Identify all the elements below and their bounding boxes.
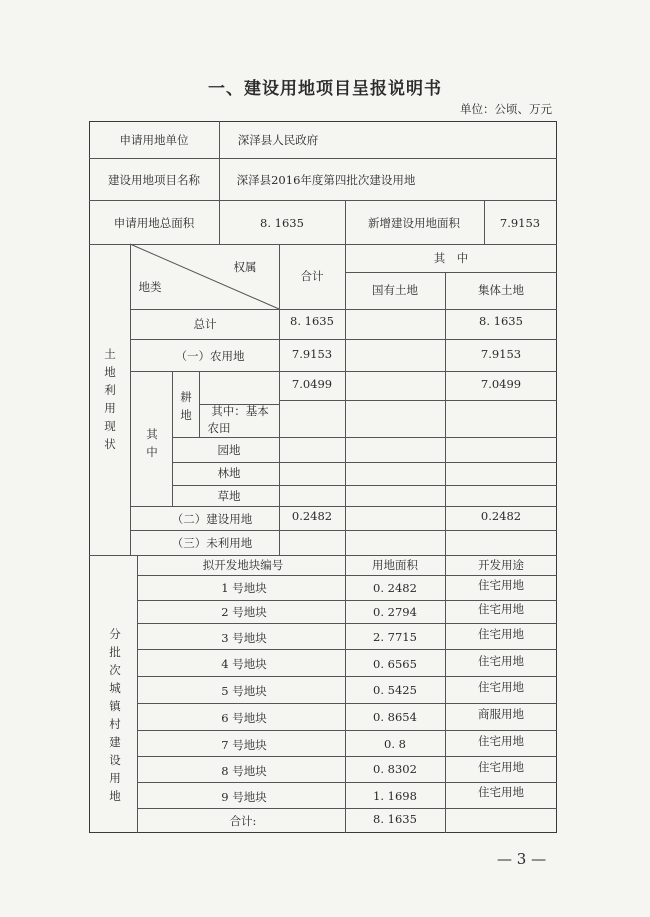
parcel-area-header: 用地面积 bbox=[372, 558, 418, 572]
unused-label: （三）未利用地 bbox=[171, 536, 253, 550]
grass-label: 草地 bbox=[217, 489, 241, 503]
parcels-total-label: 合计: bbox=[229, 814, 257, 828]
basic-farmland-label-1: 其中：基本 bbox=[211, 404, 269, 418]
rule bbox=[137, 808, 557, 809]
state-land-header: 国有土地 bbox=[372, 283, 418, 297]
parcel-name: 2 号地块 bbox=[221, 605, 267, 619]
project-label: 建设用地项目名称 bbox=[108, 173, 200, 187]
parcel-area: 2. 7715 bbox=[373, 630, 417, 644]
parcel-area: 0. 6565 bbox=[373, 657, 417, 671]
new-area-value: 7.9153 bbox=[499, 216, 541, 230]
page-title: 一、建设用地项目呈报说明书 bbox=[208, 79, 442, 99]
parcel-name: 4 号地块 bbox=[221, 657, 267, 671]
parcel-use: 住宅用地 bbox=[478, 760, 524, 774]
parcel-name: 7 号地块 bbox=[221, 738, 267, 752]
project-value: 深泽县2016年度第四批次建设用地 bbox=[236, 173, 416, 187]
parcel-name: 9 号地块 bbox=[221, 790, 267, 804]
parcel-name: 8 号地块 bbox=[221, 764, 267, 778]
land-type-header: 地类 bbox=[138, 280, 162, 294]
grand-total-label: 总计 bbox=[193, 317, 217, 331]
parcels-total-value: 8. 1635 bbox=[373, 812, 417, 826]
agri-label: （一）农用地 bbox=[175, 349, 245, 363]
parcel-id-header: 拟开发地块编号 bbox=[202, 558, 284, 572]
parcel-name: 5 号地块 bbox=[221, 684, 267, 698]
parcel-area: 0. 8 bbox=[384, 737, 406, 751]
parcel-name: 6 号地块 bbox=[221, 711, 267, 725]
parcel-use: 住宅用地 bbox=[478, 627, 524, 641]
parcel-use: 住宅用地 bbox=[478, 680, 524, 694]
parcel-area: 1. 1698 bbox=[373, 789, 417, 803]
parcel-area: 0. 2482 bbox=[373, 581, 417, 595]
forest-label: 林地 bbox=[217, 466, 241, 480]
construction-collective: 0.2482 bbox=[480, 509, 522, 523]
parcel-name: 3 号地块 bbox=[221, 631, 267, 645]
parcel-area: 0. 8654 bbox=[373, 710, 417, 724]
total-area-label: 申请用地总面积 bbox=[113, 216, 195, 230]
parcel-use: 住宅用地 bbox=[478, 578, 524, 592]
unit-note: 单位：公顷、万元 bbox=[460, 102, 552, 116]
grand-total-value: 8. 1635 bbox=[290, 314, 334, 328]
parcel-use: 住宅用地 bbox=[478, 734, 524, 748]
applicant-label: 申请用地单位 bbox=[119, 133, 189, 147]
cultivated-total: 7.0499 bbox=[291, 377, 333, 391]
land-use-section-label: 土地利用现状 bbox=[104, 347, 116, 451]
new-area-label: 新增建设用地面积 bbox=[368, 216, 460, 230]
construction-label: （二）建设用地 bbox=[171, 512, 253, 526]
basic-farmland-label-2: 农田 bbox=[207, 421, 231, 435]
parcel-name: 1 号地块 bbox=[221, 581, 267, 595]
construction-total: 0.2482 bbox=[291, 509, 333, 523]
total-area-value: 8. 1635 bbox=[260, 216, 304, 230]
ownership-header: 权属 bbox=[233, 260, 257, 274]
collective-land-header: 集体土地 bbox=[478, 283, 524, 297]
applicant-value: 深泽县人民政府 bbox=[237, 133, 319, 147]
parcel-area: 0. 8302 bbox=[373, 762, 417, 776]
parcel-use: 住宅用地 bbox=[478, 602, 524, 616]
parcel-use: 住宅用地 bbox=[478, 785, 524, 799]
parcel-area: 0. 5425 bbox=[373, 683, 417, 697]
cultivated-label: 耕地 bbox=[180, 390, 192, 422]
agri-total: 7.9153 bbox=[291, 347, 333, 361]
of-which-header: 其 中 bbox=[433, 251, 469, 265]
parcel-area: 0. 2794 bbox=[373, 605, 417, 619]
cultivated-collective: 7.0499 bbox=[480, 377, 522, 391]
grand-total-collective: 8. 1635 bbox=[479, 314, 523, 328]
page-number: — 3 — bbox=[497, 850, 547, 868]
garden-label: 园地 bbox=[217, 443, 241, 457]
parcel-use: 商服用地 bbox=[478, 707, 524, 721]
sub-label: 其中 bbox=[146, 427, 158, 459]
parcel-use: 住宅用地 bbox=[478, 654, 524, 668]
agri-collective: 7.9153 bbox=[480, 347, 522, 361]
parcels-section-label: 分批次城镇村建设用地 bbox=[109, 627, 121, 803]
total-header: 合计 bbox=[300, 269, 324, 283]
parcel-use-header: 开发用途 bbox=[478, 558, 524, 572]
